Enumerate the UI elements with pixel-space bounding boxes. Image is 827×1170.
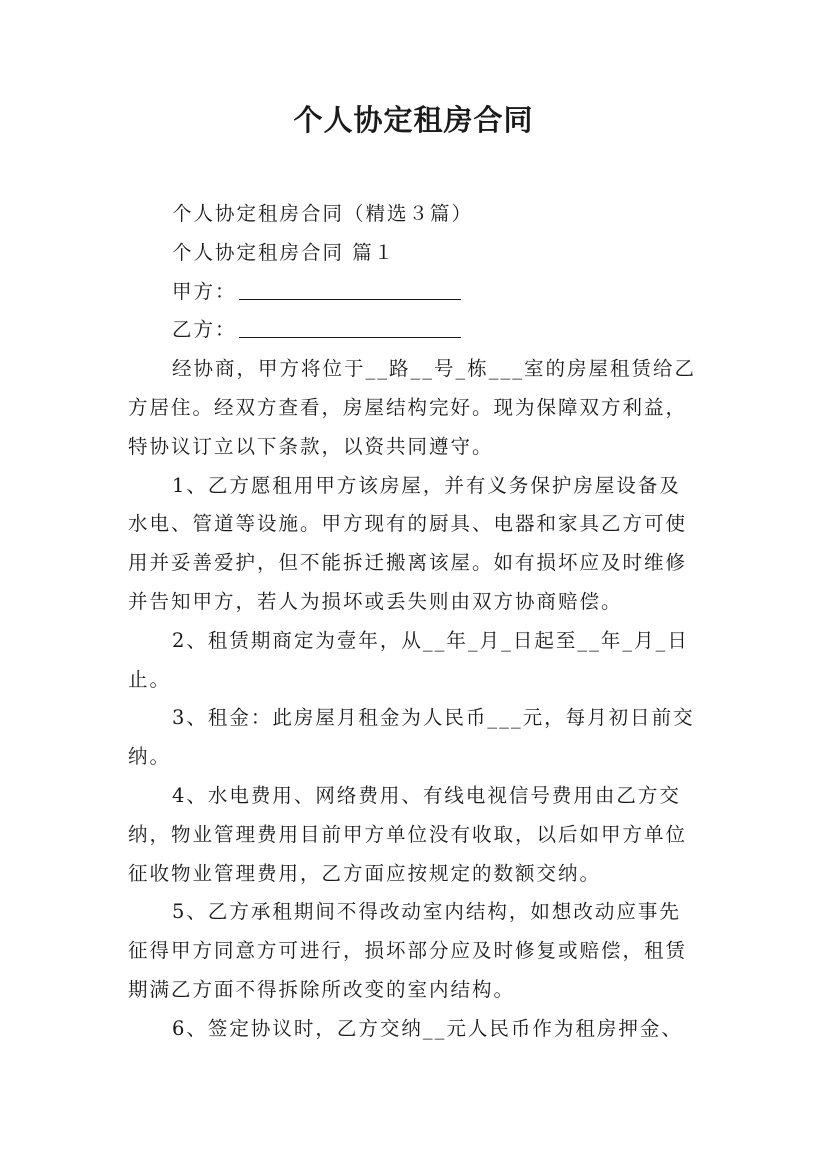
clause-6-line: 6、签定协议时，乙方交纳__元人民币作为租房押金、 — [172, 1016, 683, 1040]
clause-3-line: 纳。 — [128, 745, 172, 769]
party-b-label: 乙方： — [172, 318, 237, 342]
clause-5-line: 5、乙方承租期间不得改动室内结构，如想改动应事先 — [172, 900, 681, 924]
clause-5-line: 征得甲方同意方可进行，损坏部分应及时修复或赔偿，租赁 — [128, 939, 688, 963]
clause-3-line: 3、租金：此房屋月租金为人民币___元，每月初日前交 — [172, 706, 695, 730]
clause-5-line: 期满乙方面不得拆除所改变的室内结构。 — [128, 977, 516, 1001]
party-a-blank — [239, 279, 461, 300]
clause-1-line: 1、乙方愿租用甲方该房屋，并有义务保护房屋设备及 — [172, 473, 681, 497]
clause-1-line: 用并妥善爱护，但不能拆迁搬离该屋。如有损坏应及时维修 — [128, 551, 688, 575]
document-title: 个人协定租房合同 — [293, 103, 534, 137]
clause-4-line: 4、水电费用、网络费用、有线电视信号费用由乙方交 — [172, 783, 681, 807]
section-heading: 个人协定租房合同 篇１ — [172, 240, 396, 264]
paragraph-line: 经协商，甲方将位于__路__号_栋___室的房屋租赁给乙 — [172, 357, 697, 381]
clause-1-line: 并告知甲方，若人为损坏或丢失则由双方协商赔偿。 — [128, 589, 623, 613]
clause-4-line: 纳，物业管理费用目前甲方单位没有收取，以后如甲方单位 — [128, 822, 688, 846]
document-subtitle: 个人协定租房合同（精选３篇） — [172, 202, 474, 225]
clause-1-line: 水电、管道等设施。甲方现有的厨具、电器和家具乙方可使 — [128, 512, 688, 536]
clause-2-line: 止。 — [128, 667, 172, 691]
party-b-blank — [239, 317, 461, 338]
document-body — [128, 195, 714, 1049]
party-b-line — [128, 311, 714, 350]
party-a-line — [128, 273, 714, 312]
clause-4-line: 征收物业管理费用，乙方面应按规定的数额交纳。 — [128, 861, 602, 885]
clause-2-line: 2、租赁期商定为壹年，从__年_月_日起至__年_月_日 — [172, 628, 689, 652]
paragraph-line: 特协议订立以下条款，以资共同遵守。 — [128, 434, 494, 458]
party-a-label: 甲方： — [172, 279, 237, 303]
paragraph-line: 方居住。经双方查看，房屋结构完好。现为保障双方利益， — [128, 395, 688, 419]
